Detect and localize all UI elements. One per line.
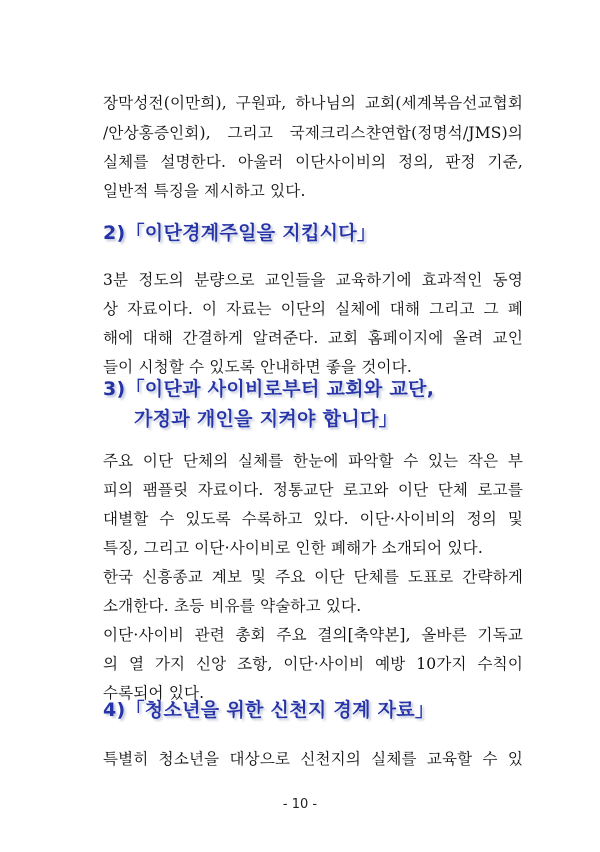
section-heading-4: 4)「청소년을 위한 신천지 경계 자료」 [103, 699, 435, 721]
section-heading-3-line-1: 3)「이단과 사이비로부터 교회와 교단, [103, 378, 435, 400]
text-line: 특징, 그리고 이단·사이비로 인한 폐해가 소개되어 있다. [103, 539, 483, 557]
section-heading-3-line-2: 가정과 개인을 지켜야 합니다」 [134, 408, 398, 430]
text-line: 장막성전(이만희), 구원파, 하나님의 교회(세계복음선교협회 [103, 94, 523, 112]
text-line: 해에 대해 간결하게 알려준다. 교회 홈페이지에 올려 교인 [103, 329, 523, 347]
text-line: 한국 신흥종교 계보 및 주요 이단 단체를 도표로 간략하게 [103, 568, 523, 586]
text-line: 일반적 특징을 제시하고 있다. [103, 182, 306, 200]
text-line: 소개한다. 초등 비유를 약술하고 있다. [103, 597, 362, 615]
text-line: 주요 이단 단체의 실체를 한눈에 파악할 수 있는 작은 부 [103, 452, 523, 470]
text-line: 피의 팸플릿 자료이다. 정통교단 로고와 이단 단체 로고를 [103, 481, 523, 499]
text-line: 3분 정도의 분량으로 교인들을 교육하기에 효과적인 동영 [103, 271, 523, 289]
text-line: 특별히 청소년을 대상으로 신천지의 실체를 교육할 수 있 [103, 750, 523, 768]
text-line: 의 열 가지 신앙 조항, 이단·사이비 예방 10가지 수칙이 [103, 655, 523, 673]
section-heading-2: 2)「이단경계주일을 지킵시다」 [103, 222, 377, 244]
text-line: 들이 시청할 수 있도록 안내하면 좋을 것이다. [103, 358, 413, 376]
text-line: 대별할 수 있도록 수록하고 있다. 이단·사이비의 정의 및 [103, 510, 523, 528]
text-line: 수록되어 있다. [103, 684, 205, 702]
text-line: 실체를 설명한다. 아울러 이단사이비의 정의, 판정 기준, [103, 153, 523, 171]
page-number: - 10 - [282, 797, 318, 812]
text-line: /안상홍증인회), 그리고 국제크리스챤연합(정명석/JMS)의 [103, 124, 523, 142]
text-line: 이단·사이비 관련 총회 주요 결의[축약본], 올바른 기독교 [103, 626, 523, 644]
text-line: 상 자료이다. 이 자료는 이단의 실체에 대해 그리고 그 폐 [103, 300, 523, 318]
